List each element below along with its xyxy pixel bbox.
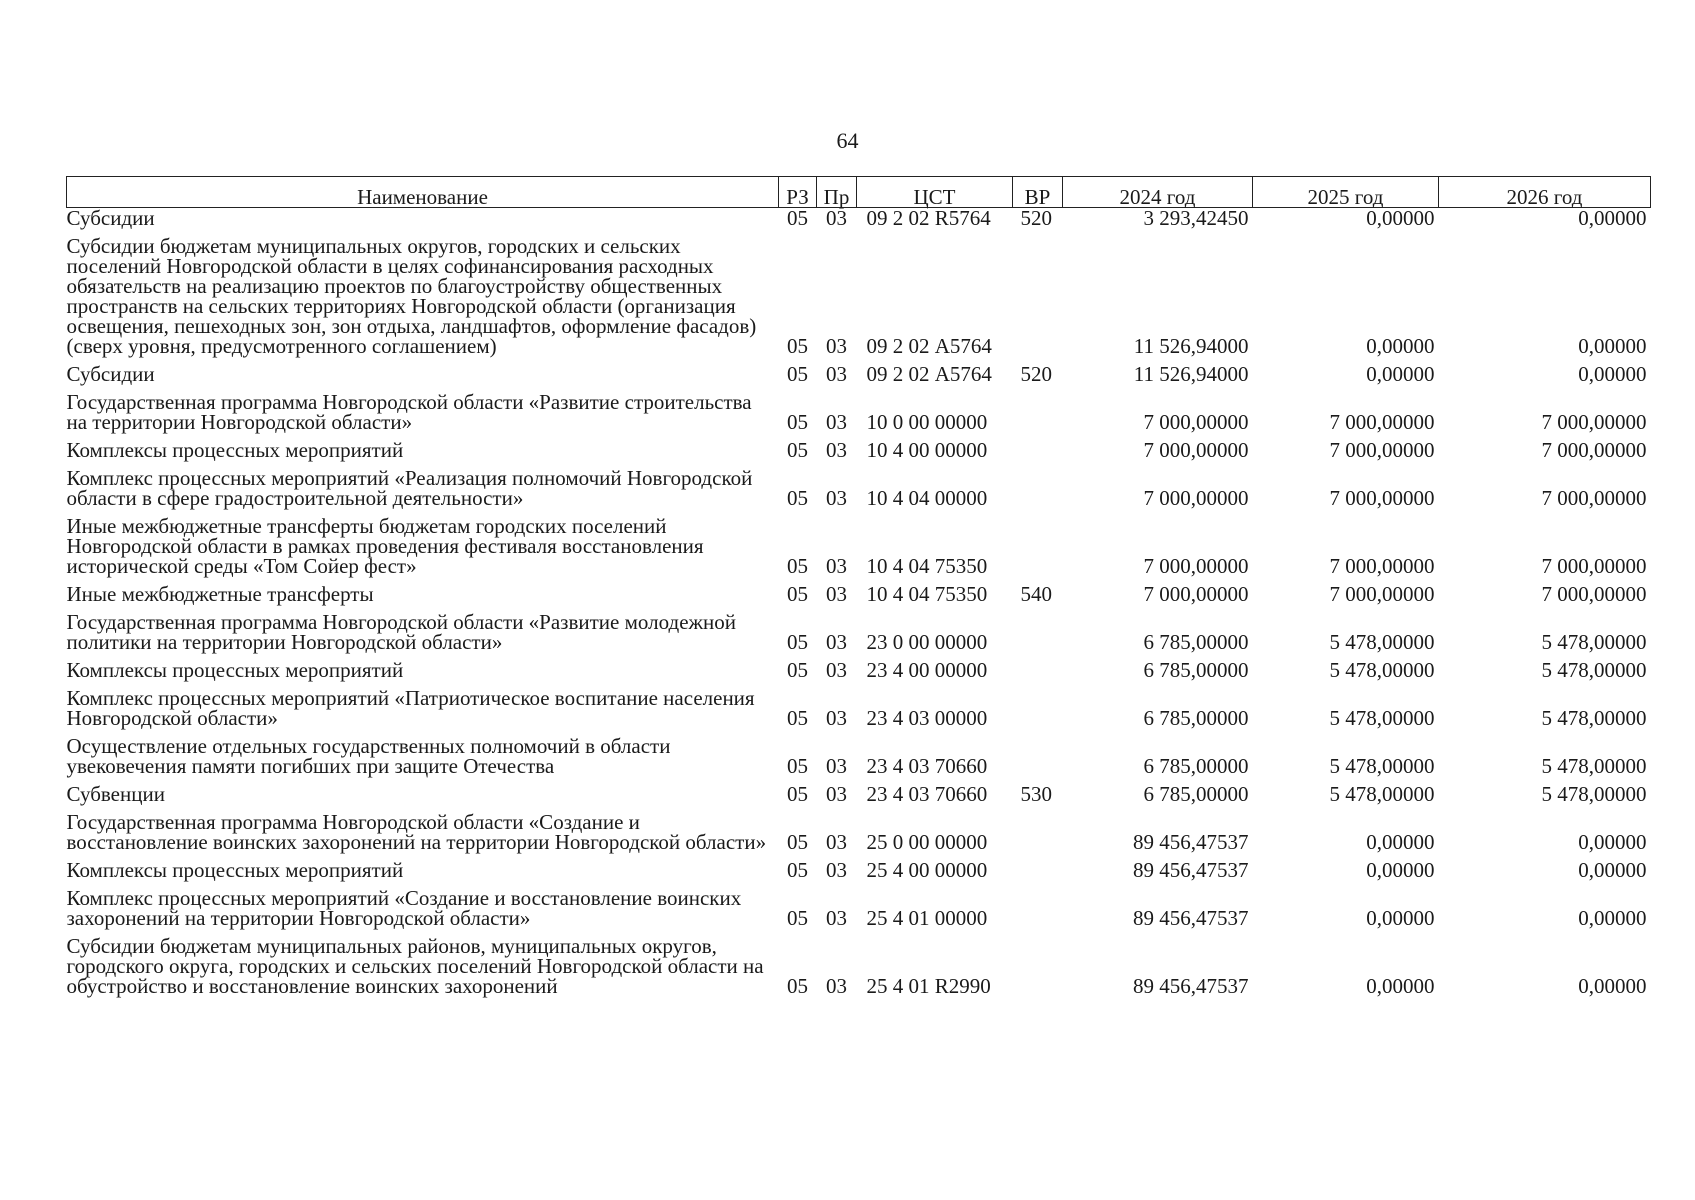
- row-cst: 25 4 01 R2990: [866, 974, 991, 998]
- row-pr: 03: [826, 782, 847, 806]
- table-row: [67, 358, 1651, 386]
- row-cst: 10 4 00 00000: [866, 438, 988, 462]
- row-amount-2024: 89 456,47537: [1133, 830, 1249, 854]
- row-amount-2026: 0,00000: [1578, 206, 1647, 230]
- row-amount-2024: 7 000,00000: [1143, 582, 1249, 606]
- row-amount-2026: 0,00000: [1578, 858, 1647, 882]
- row-amount-2025: 7 000,00000: [1329, 554, 1435, 578]
- row-vr: [1013, 606, 1063, 654]
- table-row: [67, 882, 1651, 930]
- row-rz: 05: [787, 906, 808, 930]
- table-row: [67, 854, 1651, 882]
- row-name: Государственная программа Новгородской области «Создание и восстановление воинских захоронений на территории Новгородской области»: [66, 810, 767, 854]
- row-rz: 05: [787, 974, 808, 998]
- row-amount-2025: 0,00000: [1366, 858, 1435, 882]
- table-row: [67, 930, 1651, 998]
- row-cst: 23 4 03 70660: [866, 754, 988, 778]
- row-vr: [1013, 930, 1063, 998]
- row-cst: 25 4 00 00000: [866, 858, 988, 882]
- row-rz: 05: [787, 658, 808, 682]
- row-amount-2025: 0,00000: [1366, 830, 1435, 854]
- row-name: Осуществление отдельных государственных полномочий в области увековечения памяти погибших при защите Отечества: [66, 734, 671, 778]
- table-row: [67, 654, 1651, 682]
- row-pr: 03: [826, 706, 847, 730]
- row-amount-2026: 5 478,00000: [1541, 630, 1647, 654]
- row-pr: 03: [826, 582, 847, 606]
- row-amount-2024: 89 456,47537: [1133, 974, 1249, 998]
- row-amount-2025: 5 478,00000: [1329, 782, 1435, 806]
- table-row: [67, 606, 1651, 654]
- row-name: Субвенции: [66, 782, 165, 806]
- row-amount-2025: 0,00000: [1366, 974, 1435, 998]
- row-vr: [1013, 854, 1063, 882]
- column-header-cst: ЦСТ: [857, 177, 1013, 208]
- table-row: [67, 730, 1651, 778]
- row-pr: 03: [826, 206, 847, 230]
- row-amount-2024: 6 785,00000: [1143, 706, 1249, 730]
- row-amount-2024: 7 000,00000: [1143, 410, 1249, 434]
- row-amount-2026: 5 478,00000: [1541, 754, 1647, 778]
- row-amount-2025: 0,00000: [1366, 206, 1435, 230]
- row-pr: 03: [826, 974, 847, 998]
- row-pr: 03: [826, 658, 847, 682]
- row-amount-2024: 89 456,47537: [1133, 906, 1249, 930]
- row-rz: 05: [787, 206, 808, 230]
- row-rz: 05: [787, 754, 808, 778]
- row-amount-2025: 5 478,00000: [1329, 706, 1435, 730]
- row-amount-2026: 5 478,00000: [1541, 658, 1647, 682]
- row-name: Субсидии бюджетам муниципальных округов, городских и сельских поселений Новгородской области в целях софинансирования расходных обязательств на реализацию проектов по благоустройству общественных пространств на сельских территориях Новгородской области (организация освещения, пешеходных зон, зон отдыха, ландшафтов, оформление фасадов) (сверх уровня, предусмотренного соглашением): [66, 234, 757, 358]
- row-amount-2025: 7 000,00000: [1329, 410, 1435, 434]
- row-vr: [1013, 882, 1063, 930]
- row-amount-2025: 0,00000: [1366, 906, 1435, 930]
- row-amount-2026: 0,00000: [1578, 974, 1647, 998]
- row-vr: [1013, 434, 1063, 462]
- row-pr: 03: [826, 754, 847, 778]
- table-row: [67, 230, 1651, 358]
- row-amount-2026: 7 000,00000: [1541, 486, 1647, 510]
- row-rz: 05: [787, 410, 808, 434]
- row-rz: 05: [787, 438, 808, 462]
- row-cst: 10 0 00 00000: [866, 410, 988, 434]
- row-amount-2024: 6 785,00000: [1143, 630, 1249, 654]
- row-vr: 520: [1020, 362, 1052, 386]
- row-amount-2024: 6 785,00000: [1143, 782, 1249, 806]
- row-cst: 23 4 03 70660: [866, 782, 988, 806]
- row-amount-2025: 5 478,00000: [1329, 658, 1435, 682]
- page-number: 64: [836, 128, 859, 153]
- table-row: [67, 778, 1651, 806]
- row-amount-2025: 0,00000: [1366, 334, 1435, 358]
- budget-table: [66, 176, 1651, 998]
- row-rz: 05: [787, 630, 808, 654]
- row-amount-2024: 89 456,47537: [1133, 858, 1249, 882]
- row-rz: 05: [787, 858, 808, 882]
- row-vr: [1013, 730, 1063, 778]
- row-amount-2024: 7 000,00000: [1143, 438, 1249, 462]
- row-amount-2024: 6 785,00000: [1143, 658, 1249, 682]
- row-rz: 05: [787, 334, 808, 358]
- row-cst: 23 4 03 00000: [866, 706, 988, 730]
- row-pr: 03: [826, 486, 847, 510]
- row-name: Комплекс процессных мероприятий «Реализация полномочий Новгородской области в сфере градостроительной деятельности»: [66, 466, 753, 510]
- table-row: [67, 434, 1651, 462]
- row-amount-2026: 7 000,00000: [1541, 438, 1647, 462]
- row-name: Комплексы процессных мероприятий: [66, 858, 404, 882]
- row-cst: 10 4 04 00000: [866, 486, 988, 510]
- row-amount-2026: 7 000,00000: [1541, 554, 1647, 578]
- row-name: Субсидии: [66, 362, 155, 386]
- row-amount-2025: 7 000,00000: [1329, 438, 1435, 462]
- row-amount-2024: 7 000,00000: [1143, 486, 1249, 510]
- row-rz: 05: [787, 782, 808, 806]
- row-name: Субсидии бюджетам муниципальных районов, муниципальных округов, городского округа, городских и сельских поселений Новгородской области на обустройство и восстановление воинских захоронений: [66, 934, 764, 998]
- row-vr: [1013, 510, 1063, 578]
- row-amount-2024: 6 785,00000: [1143, 754, 1249, 778]
- column-header-2026: 2026 год: [1439, 177, 1651, 208]
- row-rz: 05: [787, 706, 808, 730]
- row-amount-2026: 5 478,00000: [1541, 782, 1647, 806]
- row-vr: 530: [1020, 782, 1052, 806]
- row-name: Комплексы процессных мероприятий: [66, 658, 404, 682]
- row-amount-2024: 11 526,94000: [1133, 334, 1249, 358]
- row-vr: 540: [1020, 582, 1052, 606]
- table-body: [67, 208, 1651, 999]
- row-vr: [1013, 654, 1063, 682]
- table-row: [67, 578, 1651, 606]
- column-header-2025: 2025 год: [1253, 177, 1439, 208]
- row-amount-2026: 0,00000: [1578, 334, 1647, 358]
- row-amount-2025: 0,00000: [1366, 362, 1435, 386]
- row-amount-2026: 7 000,00000: [1541, 410, 1647, 434]
- row-amount-2025: 7 000,00000: [1329, 582, 1435, 606]
- table-row: [67, 208, 1651, 231]
- row-cst: 09 2 02 R5764: [866, 206, 991, 230]
- column-header-rz: РЗ: [779, 177, 817, 208]
- row-vr: [1013, 462, 1063, 510]
- table-row: [67, 682, 1651, 730]
- row-amount-2026: 0,00000: [1578, 362, 1647, 386]
- row-amount-2026: 5 478,00000: [1541, 706, 1647, 730]
- row-vr: [1013, 806, 1063, 854]
- table-row: [67, 386, 1651, 434]
- row-name: Иные межбюджетные трансферты: [66, 582, 374, 606]
- row-name: Комплексы процессных мероприятий: [66, 438, 404, 462]
- row-cst: 25 0 00 00000: [866, 830, 988, 854]
- row-pr: 03: [826, 830, 847, 854]
- column-header-2024: 2024 год: [1063, 177, 1253, 208]
- row-amount-2024: 3 293,42450: [1143, 206, 1249, 230]
- row-amount-2026: 0,00000: [1578, 830, 1647, 854]
- row-pr: 03: [826, 554, 847, 578]
- row-cst: 23 4 00 00000: [866, 658, 988, 682]
- row-rz: 05: [787, 582, 808, 606]
- row-amount-2026: 7 000,00000: [1541, 582, 1647, 606]
- row-rz: 05: [787, 486, 808, 510]
- row-amount-2026: 0,00000: [1578, 906, 1647, 930]
- row-vr: [1013, 386, 1063, 434]
- row-pr: 03: [826, 362, 847, 386]
- row-amount-2025: 7 000,00000: [1329, 486, 1435, 510]
- row-amount-2025: 5 478,00000: [1329, 754, 1435, 778]
- row-pr: 03: [826, 334, 847, 358]
- row-pr: 03: [826, 630, 847, 654]
- row-pr: 03: [826, 858, 847, 882]
- row-cst: 25 4 01 00000: [866, 906, 988, 930]
- row-cst: 10 4 04 75350: [866, 554, 988, 578]
- table-row: [67, 806, 1651, 854]
- row-cst: 09 2 02 А5764: [866, 362, 992, 386]
- row-amount-2024: 7 000,00000: [1143, 554, 1249, 578]
- row-name: Иные межбюджетные трансферты бюджетам городских поселений Новгородской области в рамках проведения фестиваля восстановления исторической среды «Том Сойер фест»: [66, 514, 704, 578]
- row-name: Государственная программа Новгородской области «Развитие строительства на территории Новгородской области»: [66, 390, 752, 434]
- table-row: [67, 510, 1651, 578]
- row-pr: 03: [826, 906, 847, 930]
- row-vr: 520: [1020, 206, 1052, 230]
- table-row: [67, 462, 1651, 510]
- row-rz: 05: [787, 830, 808, 854]
- row-cst: 09 2 02 А5764: [866, 334, 992, 358]
- row-pr: 03: [826, 438, 847, 462]
- table-header: [67, 177, 1651, 208]
- row-rz: 05: [787, 362, 808, 386]
- row-name: Комплекс процессных мероприятий «Патриотическое воспитание населения Новгородской области»: [66, 686, 755, 730]
- row-cst: 10 4 04 75350: [866, 582, 988, 606]
- row-vr: [1013, 230, 1063, 358]
- row-name: Государственная программа Новгородской области «Развитие молодежной политики на территории Новгородской области»: [66, 610, 736, 654]
- column-header-name: Наименование: [67, 177, 779, 208]
- column-header-pr: Пр: [817, 177, 857, 208]
- row-amount-2024: 11 526,94000: [1133, 362, 1249, 386]
- row-vr: [1013, 682, 1063, 730]
- row-amount-2025: 5 478,00000: [1329, 630, 1435, 654]
- row-rz: 05: [787, 554, 808, 578]
- row-name: Комплекс процессных мероприятий «Создание и восстановление воинских захоронений на территории Новгородской области»: [66, 886, 742, 930]
- row-cst: 23 0 00 00000: [866, 630, 988, 654]
- column-header-vr: ВР: [1013, 177, 1063, 208]
- row-name: Субсидии: [66, 206, 155, 230]
- row-pr: 03: [826, 410, 847, 434]
